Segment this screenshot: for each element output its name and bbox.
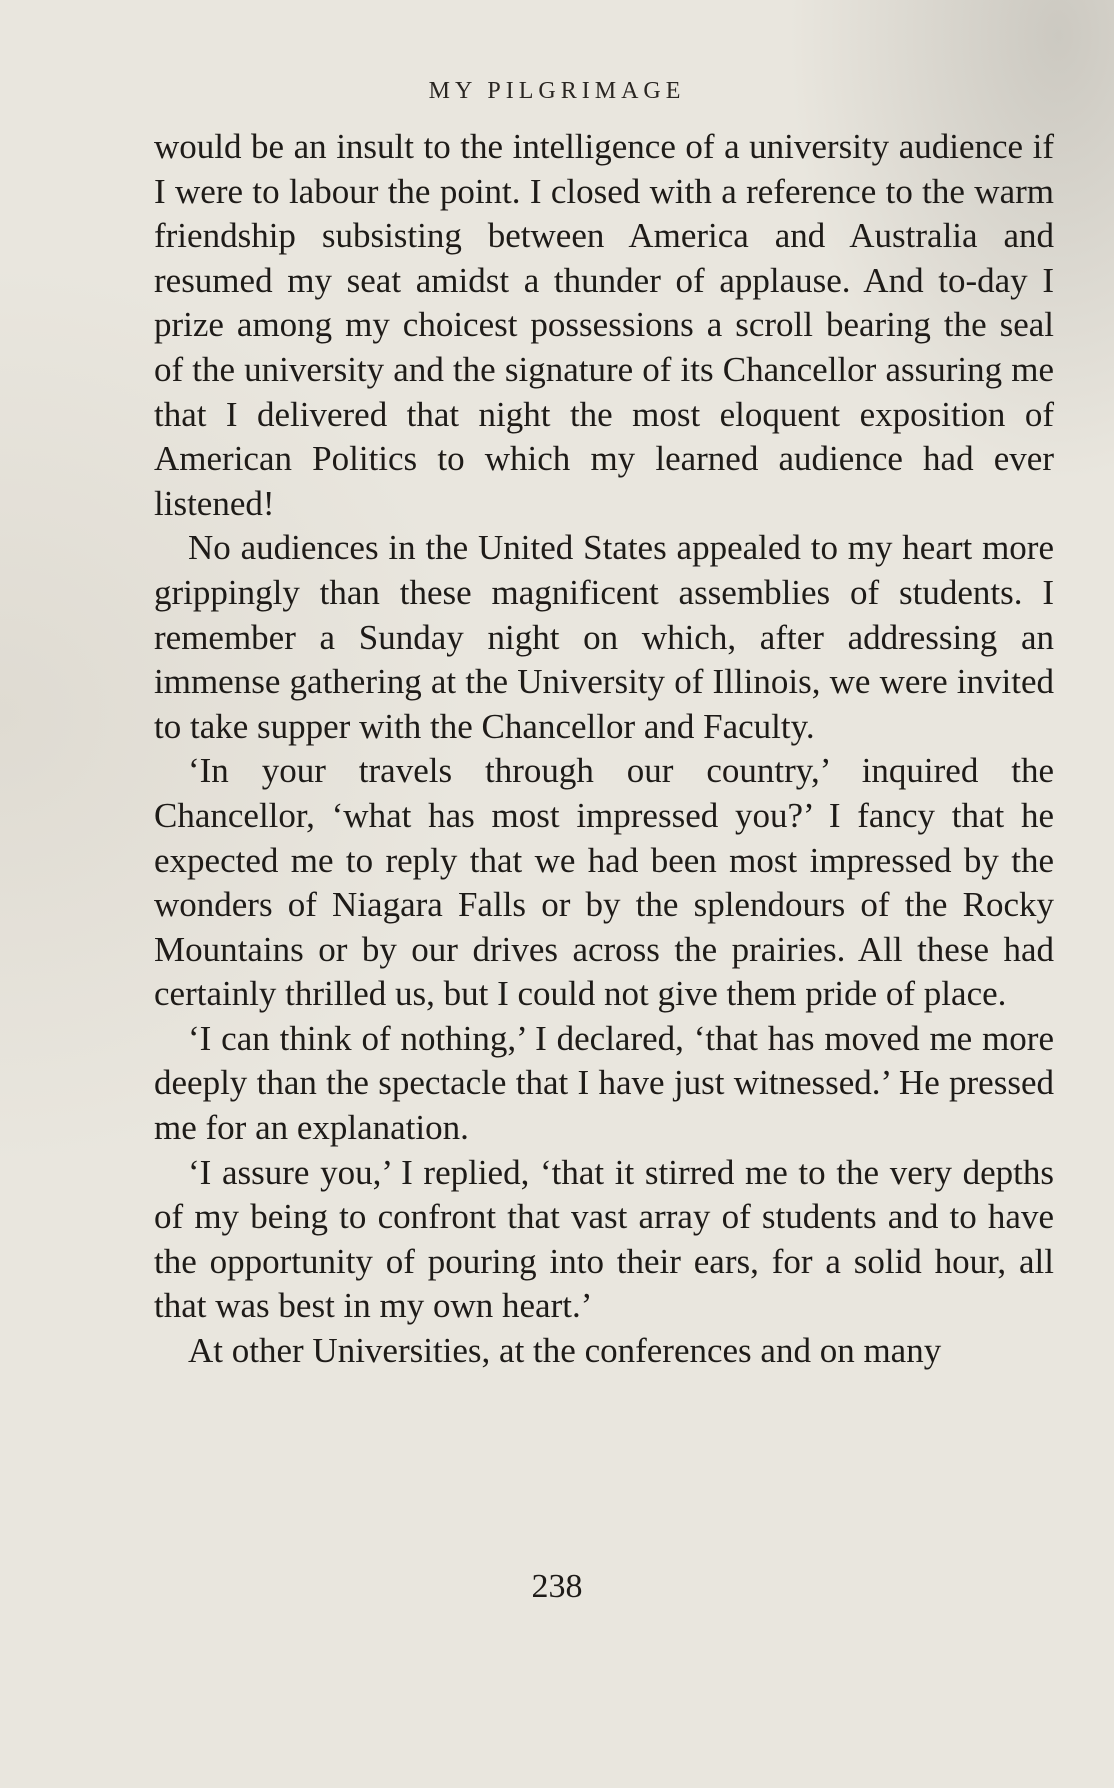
paragraph: No audiences in the United States appealed to my heart more grippingly than these magnificent assemblies of students. I remember a Sunday night on which, after addressing an immense gathering at the University of Illinois, we were invited to take supper with the Chancellor and Faculty. (154, 528, 1054, 746)
paragraph: ‘In your travels through our country,’ inquired the Chancellor, ‘what has most impressed you?’ I fancy that he expected me to reply that we had been most impressed by the wonders of Niagara Falls or by the splendours of the Rocky Mountains or by our drives across the prairies. All these had certainly thrilled us, but I could not give them pride of place. (154, 751, 1054, 1014)
paragraph: ‘I can think of nothing,’ I declared, ‘that has moved me more deeply than the spectacle that I have just witnessed.’ He pressed me for an explanation. (154, 1018, 1054, 1148)
paragraph: would be an insult to the intelligence of a university audience if I were to labour the point. I closed with a reference to the warm friendship subsisting between America and Australia and resumed my seat amidst a thunder of applause. And to-day I prize among my choicest possessions a scroll bearing the seal of the university and the signature of its Chancellor assuring me that I delivered that night the most eloquent exposition of American Politics to which my learned audience had ever listened! (154, 127, 1054, 523)
paragraph: At other Universities, at the conferences and on many (188, 1331, 942, 1371)
page-number: 238 (531, 1568, 583, 1605)
running-head: MY PILGRIMAGE (428, 78, 686, 104)
body-text (154, 125, 1054, 1374)
paragraph: ‘I assure you,’ I replied, ‘that it stirred me to the very depths of my being to confront that vast array of students and to have the opportunity of pouring into their ears, for a solid hour, all that was best in my own heart.’ (154, 1152, 1054, 1326)
